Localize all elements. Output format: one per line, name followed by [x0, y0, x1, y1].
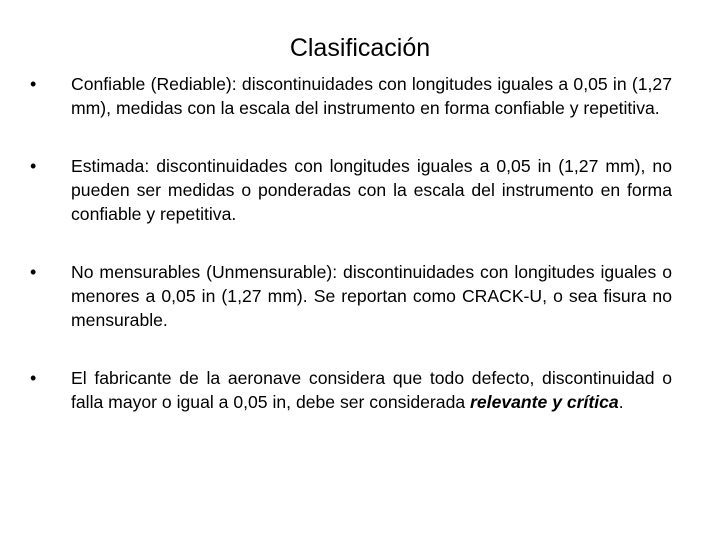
bullet-item-estimada	[30, 154, 672, 226]
bullet-emphasis: relevante y crítica	[470, 392, 619, 412]
bullet-text: Estimada: discontinuidades con longitudes iguales a 0,05 in (1,27 mm), no pueden ser medidas o ponderadas con la escala del instrumento en forma confiable y repetitiva.	[71, 156, 672, 224]
slide-title: Clasificación	[289, 34, 431, 62]
bullet-item-fabricante	[30, 366, 672, 414]
bullet-text-before: El fabricante de la aeronave considera que todo defecto, discontinuidad o falla mayor o igual a 0,05 in, debe ser considerada	[71, 368, 672, 412]
bullet-text-after: .	[618, 392, 624, 412]
bullet-list	[30, 72, 672, 448]
bullet-item-confiable	[30, 72, 672, 120]
bullet-icon: •	[30, 262, 37, 282]
bullet-text: Confiable (Rediable): discontinuidades con longitudes iguales a 0,05 in (1,27 mm), medidas con la escala del instrumento en forma confiable y repetitiva.	[71, 74, 672, 118]
bullet-item-no-mensurables	[30, 260, 672, 332]
bullet-icon: •	[30, 74, 37, 94]
bullet-text: No mensurables (Unmensurable): discontinuidades con longitudes iguales o menores a 0,05 in (1,27 mm). Se reportan como CRACK-U, o sea fisura no mensurable.	[71, 262, 672, 330]
bullet-icon: •	[30, 156, 37, 176]
bullet-icon: •	[30, 368, 37, 388]
